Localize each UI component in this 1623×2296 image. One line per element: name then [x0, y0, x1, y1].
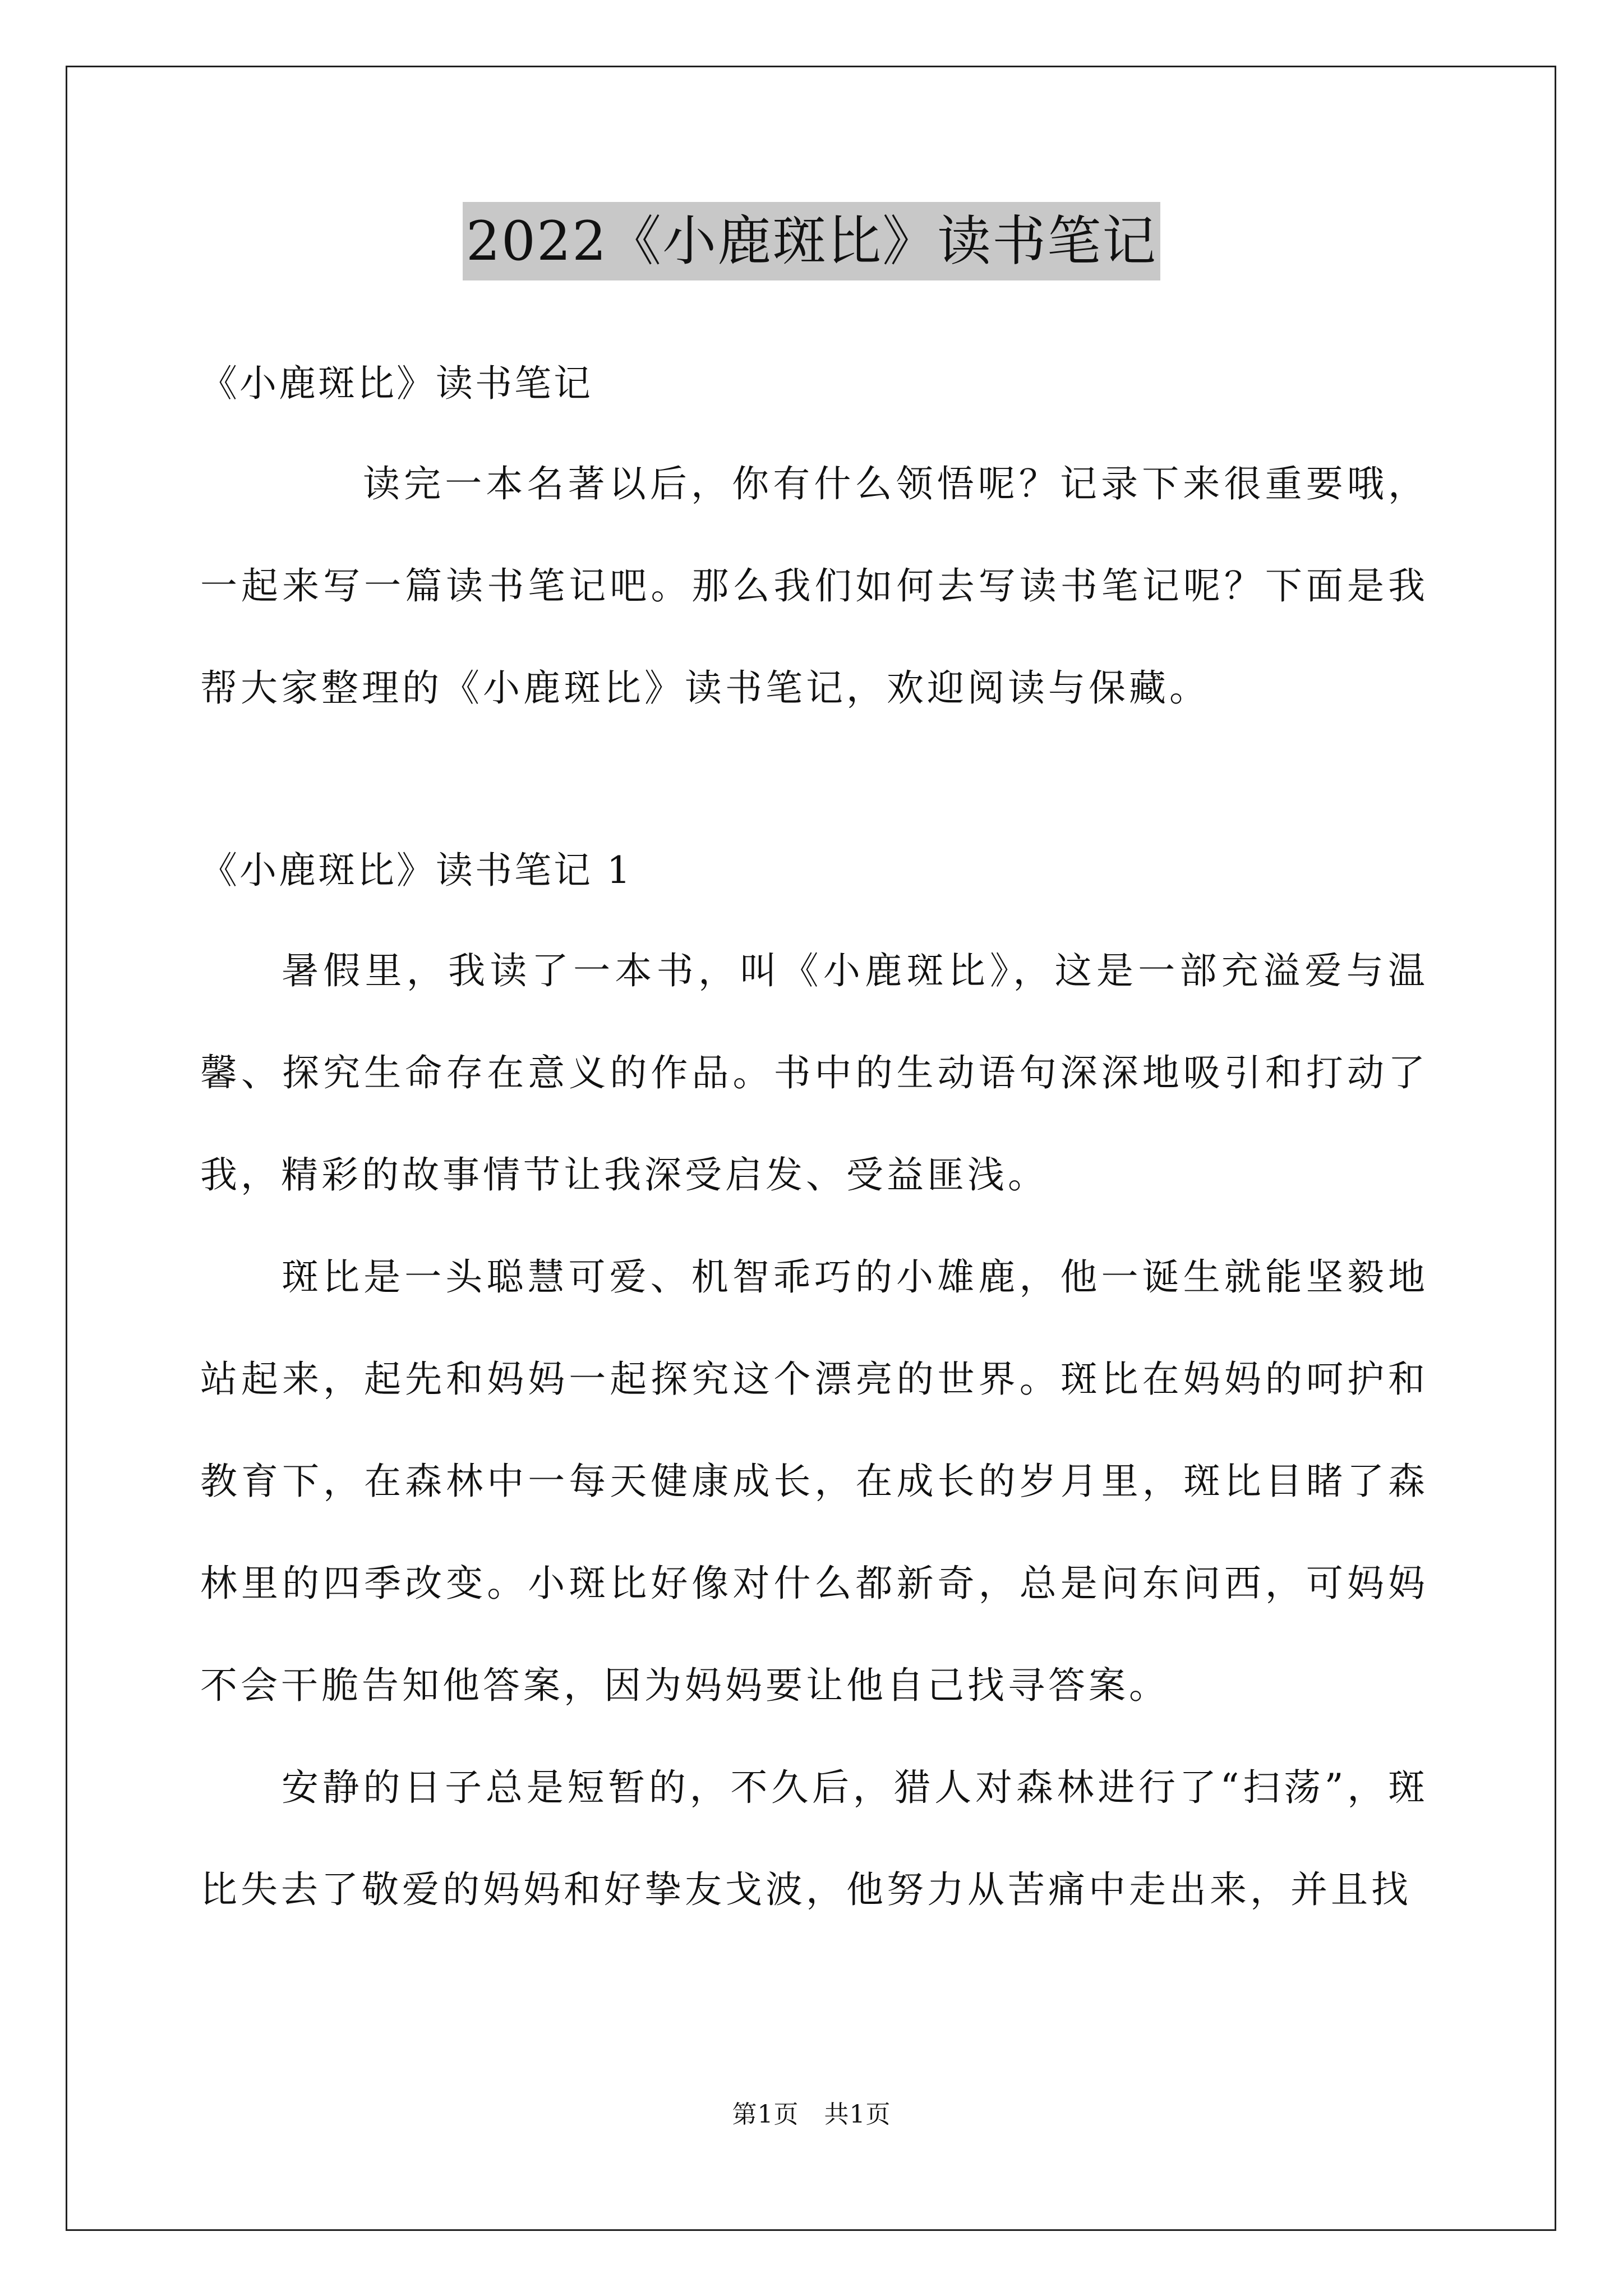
body-paragraph: 斑比是一头聪慧可爱、机智乖巧的小雄鹿，他一诞生就能坚毅地站起来，起先和妈妈一起探究这个漂亮的世界。斑比在妈妈的呵护和教育下，在森林中一每天健康成长，在成长的岁月里，斑比目睹了森林里的四季改变。小斑比好像对什么都新奇，总是问东问西，可妈妈不会干脆告知他答案，因为妈妈要让他自己找寻答案。: [200, 1255, 1428, 1707]
page-footer: 第1页 共1页: [732, 2100, 891, 2129]
section-heading: 《小鹿斑比》读书笔记 1: [200, 849, 633, 892]
body-paragraph: 安静的日子总是短暂的，不久后，猎人对森林进行了“扫荡”，斑比失去了敬爱的妈妈和好挚友戈波，他努力从苦痛中走出来，并且找: [200, 1766, 1428, 1911]
document-subtitle: 《小鹿斑比》读书笔记: [200, 362, 593, 405]
intro-paragraph: 读完一本名著以后，你有什么领悟呢？记录下来很重要哦，一起来写一篇读书笔记吧。那么我们如何去写读书笔记呢？下面是我帮大家整理的《小鹿斑比》读书笔记，欢迎阅读与保藏。: [200, 462, 1428, 710]
title-container: [0, 202, 1623, 280]
document-title: 2022《小鹿斑比》读书笔记: [463, 202, 1160, 280]
section-spacer: [200, 739, 1428, 821]
body-paragraph: 暑假里，我读了一本书，叫《小鹿斑比》，这是一部充溢爱与温馨、探究生命存在意义的作品。书中的生动语句深深地吸引和打动了我，精彩的故事情节让我深受启发、受益匪浅。: [200, 949, 1428, 1197]
document-body: [200, 334, 1428, 1941]
